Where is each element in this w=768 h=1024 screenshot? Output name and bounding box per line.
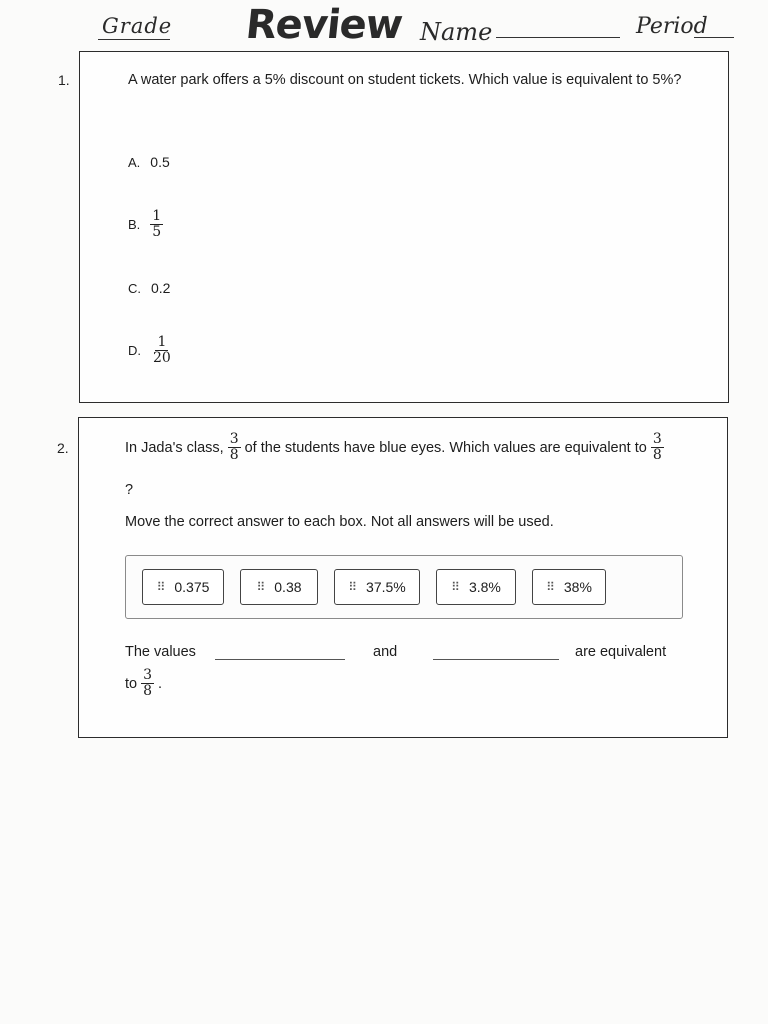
choice-chip[interactable]	[532, 569, 606, 605]
choice-chip[interactable]	[436, 569, 516, 605]
answer-fraction-numerator: 3	[143, 667, 153, 683]
review-title: Review	[243, 2, 405, 48]
stem-fraction-end	[651, 432, 664, 463]
choice-value: 38%	[563, 579, 592, 595]
choice-value: 3.8%	[468, 579, 501, 595]
question-2-box	[78, 417, 728, 738]
question-1-number: 1.	[58, 72, 70, 88]
answer-fraction	[141, 668, 154, 699]
answer-sentence-prefix: The values	[125, 644, 196, 660]
stem-fraction-denominator: 8	[229, 447, 239, 463]
answer-drop-box-2[interactable]	[433, 659, 559, 660]
question-2-stem	[125, 432, 705, 463]
option-c[interactable]	[128, 280, 170, 296]
question-2-stem-end: ?	[125, 482, 134, 498]
drag-handle-icon[interactable]: ⠿	[451, 580, 459, 594]
answer-sentence-suffix: are equivalent	[575, 644, 667, 660]
stem-fraction-end-numerator: 3	[652, 431, 662, 447]
grade-underline	[98, 39, 170, 40]
question-1-box	[79, 51, 729, 403]
option-b[interactable]	[128, 209, 163, 240]
option-a-letter: A.	[128, 154, 141, 170]
choice-value: 0.375	[174, 579, 210, 595]
name-field-line[interactable]	[496, 37, 620, 38]
option-d-denominator: 20	[153, 350, 171, 366]
question-2-number: 2.	[57, 440, 69, 456]
option-d-numerator: 1	[157, 334, 167, 350]
period-label: Period	[636, 14, 708, 39]
question-2-stem-part1: In Jada's class,	[125, 439, 224, 456]
stem-fraction-end-denominator: 8	[652, 447, 662, 463]
drag-handle-icon[interactable]: ⠿	[256, 580, 265, 594]
choice-chip[interactable]	[334, 569, 420, 605]
question-2-stem-part2: of the students have blue eyes. Which values are equivalent to	[244, 439, 647, 456]
option-a-value: 0.5	[150, 154, 170, 170]
option-b-fraction	[150, 209, 163, 240]
option-d-fraction	[151, 335, 173, 366]
question-2-instruction: Move the correct answer to each box. Not all answers will be used.	[125, 514, 554, 530]
option-b-numerator: 1	[152, 208, 162, 224]
answer-sentence-to: to	[125, 675, 138, 692]
question-1-stem: A water park offers a 5% discount on student tickets. Which value is equivalent to 5%?	[128, 72, 682, 88]
option-a[interactable]	[128, 154, 170, 170]
drag-handle-icon[interactable]: ⠿	[156, 580, 165, 594]
answer-drop-box-1[interactable]	[215, 659, 345, 660]
answer-sentence-end: .	[158, 675, 163, 692]
stem-fraction	[228, 432, 241, 463]
period-field-line[interactable]	[694, 37, 734, 38]
stem-fraction-numerator: 3	[229, 431, 239, 447]
drag-handle-icon[interactable]: ⠿	[546, 580, 554, 594]
choice-chip[interactable]	[240, 569, 318, 605]
option-b-denominator: 5	[152, 224, 162, 240]
option-c-letter: C.	[128, 280, 141, 296]
option-d[interactable]	[128, 335, 173, 366]
option-d-letter: D.	[128, 343, 141, 358]
name-label: Name	[420, 18, 493, 46]
grade-label: Grade	[102, 14, 173, 38]
drag-handle-icon[interactable]: ⠿	[348, 580, 357, 594]
choice-chip[interactable]	[142, 569, 224, 605]
choice-value: 0.38	[274, 579, 302, 595]
answer-fraction-denominator: 8	[143, 683, 153, 699]
answer-sentence-and: and	[373, 644, 398, 660]
option-c-value: 0.2	[151, 280, 171, 296]
answer-choice-tray	[125, 555, 683, 619]
choice-value: 37.5%	[366, 579, 406, 595]
answer-sentence-line-2	[125, 668, 162, 699]
option-b-letter: B.	[128, 217, 141, 232]
